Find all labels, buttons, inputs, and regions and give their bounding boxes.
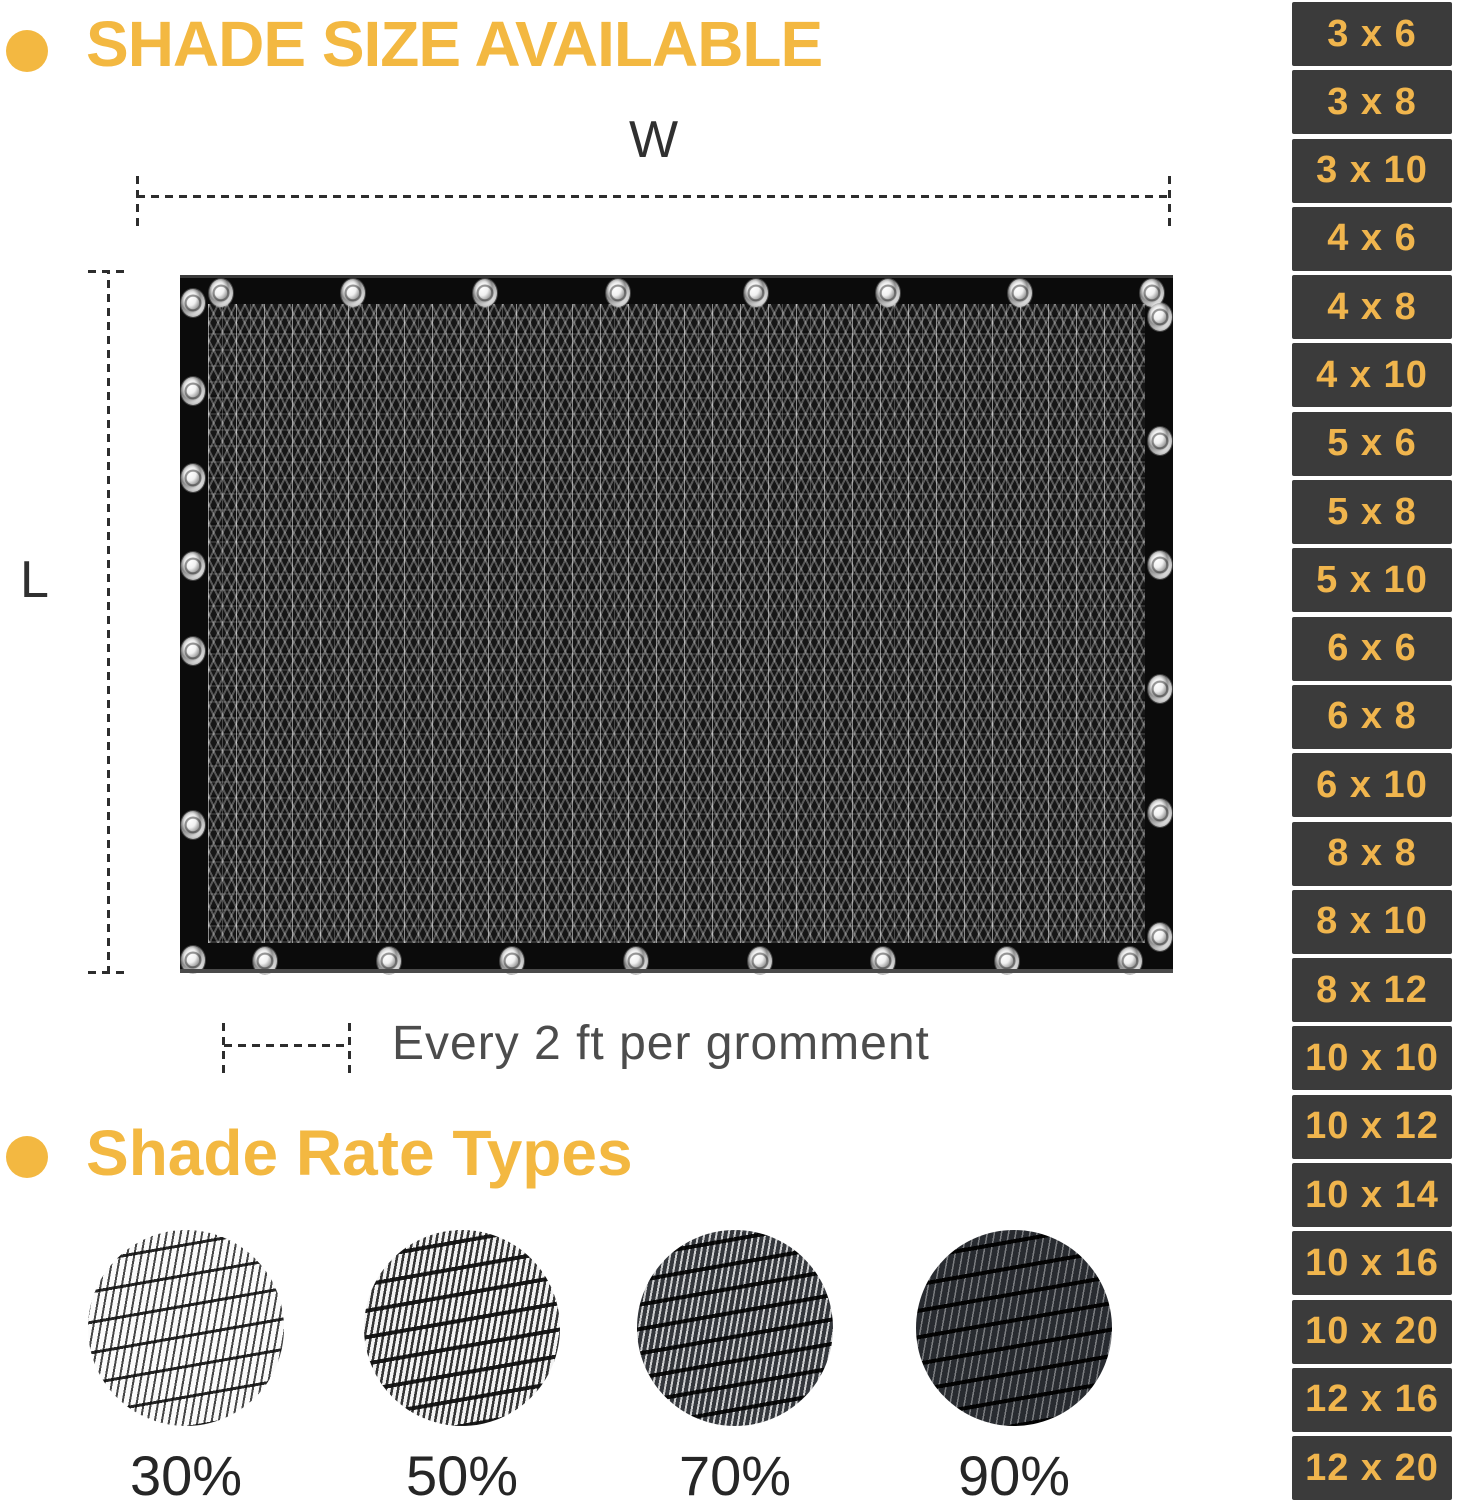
length-dimension-cap-bottom bbox=[88, 971, 130, 974]
grommet bbox=[1148, 303, 1172, 331]
size-chip bbox=[1292, 548, 1452, 612]
shade-rate-swatch-70 bbox=[637, 1230, 833, 1426]
grommet bbox=[748, 947, 772, 975]
size-chip bbox=[1292, 207, 1452, 271]
size-chip-label: 5 x 8 bbox=[1327, 490, 1417, 533]
grommet bbox=[871, 947, 895, 975]
size-chip bbox=[1292, 1368, 1452, 1432]
size-chip bbox=[1292, 753, 1452, 817]
shade-rate-percent: 90% bbox=[957, 1444, 1071, 1500]
grommet-spacing-line bbox=[224, 1044, 348, 1047]
width-dimension-line bbox=[137, 195, 1170, 198]
grommet bbox=[1148, 427, 1172, 455]
size-chip bbox=[1292, 2, 1452, 66]
size-chip bbox=[1292, 1436, 1452, 1500]
grommet bbox=[624, 947, 648, 975]
grommet bbox=[606, 279, 630, 307]
size-chip-label: 3 x 8 bbox=[1327, 80, 1417, 123]
grommet bbox=[341, 279, 365, 307]
shade-rate-percent: 70% bbox=[678, 1444, 792, 1500]
mesh-texture bbox=[208, 304, 1145, 943]
size-chip bbox=[1292, 617, 1452, 681]
length-dimension-line bbox=[107, 272, 110, 974]
size-chip-label: 5 x 6 bbox=[1327, 422, 1417, 465]
size-chip-label: 6 x 10 bbox=[1316, 763, 1428, 806]
grommet bbox=[253, 947, 277, 975]
size-list bbox=[1292, 2, 1452, 1500]
size-chip-label: 10 x 10 bbox=[1305, 1036, 1439, 1079]
grommet bbox=[1148, 551, 1172, 579]
grommet-spacing-tick-right bbox=[348, 1019, 351, 1073]
size-chip-label: 12 x 16 bbox=[1305, 1378, 1439, 1421]
size-chip-label: 5 x 10 bbox=[1316, 558, 1428, 601]
size-chip-label: 4 x 6 bbox=[1327, 217, 1417, 260]
grommet bbox=[1148, 799, 1172, 827]
size-chip bbox=[1292, 275, 1452, 339]
length-label: L bbox=[20, 551, 49, 609]
grommet bbox=[181, 811, 205, 839]
grommet bbox=[181, 637, 205, 665]
size-chip-label: 8 x 8 bbox=[1327, 832, 1417, 875]
size-chip bbox=[1292, 480, 1452, 544]
bullet-icon bbox=[6, 30, 48, 72]
size-chip-label: 6 x 8 bbox=[1327, 695, 1417, 738]
size-chip bbox=[1292, 1300, 1452, 1364]
grommet bbox=[377, 947, 401, 975]
size-chip bbox=[1292, 1231, 1452, 1295]
size-chip-label: 3 x 10 bbox=[1316, 149, 1428, 192]
size-chip-label: 3 x 6 bbox=[1327, 12, 1417, 55]
grommet bbox=[181, 289, 205, 317]
size-chip-label: 10 x 20 bbox=[1305, 1310, 1439, 1353]
size-chip bbox=[1292, 343, 1452, 407]
size-chip bbox=[1292, 1026, 1452, 1090]
size-chip bbox=[1292, 685, 1452, 749]
size-chip-label: 8 x 10 bbox=[1316, 900, 1428, 943]
grommet bbox=[181, 464, 205, 492]
length-dimension-cap-top bbox=[88, 270, 130, 273]
size-chip-label: 4 x 10 bbox=[1316, 353, 1428, 396]
width-label: W bbox=[628, 111, 679, 169]
grommet bbox=[1148, 675, 1172, 703]
grommet bbox=[744, 279, 768, 307]
size-chip bbox=[1292, 139, 1452, 203]
width-dimension-tick-left bbox=[136, 170, 139, 226]
size-chip-label: 10 x 12 bbox=[1305, 1105, 1439, 1148]
size-chip bbox=[1292, 70, 1452, 134]
size-chip-label: 10 x 16 bbox=[1305, 1241, 1439, 1284]
size-chip-label: 10 x 14 bbox=[1305, 1173, 1439, 1216]
size-chip-label: 4 x 8 bbox=[1327, 285, 1417, 328]
shade-rate-percent: 50% bbox=[405, 1444, 519, 1500]
size-chip bbox=[1292, 412, 1452, 476]
grommet bbox=[500, 947, 524, 975]
size-chip bbox=[1292, 1163, 1452, 1227]
grommet bbox=[1008, 279, 1032, 307]
grommet bbox=[1118, 947, 1142, 975]
grommet bbox=[473, 279, 497, 307]
grommet bbox=[209, 279, 233, 307]
size-chip bbox=[1292, 890, 1452, 954]
width-dimension-tick-right bbox=[1168, 170, 1171, 226]
grommet bbox=[181, 377, 205, 405]
shade-rate-percent: 30% bbox=[129, 1444, 243, 1500]
size-chip bbox=[1292, 1095, 1452, 1159]
size-chip-label: 12 x 20 bbox=[1305, 1446, 1439, 1489]
bullet-icon bbox=[6, 1136, 48, 1178]
grommet-note: Every 2 ft per gromment bbox=[392, 1017, 930, 1070]
shade-rate-title: Shade Rate Types bbox=[86, 1117, 633, 1189]
size-chip bbox=[1292, 822, 1452, 886]
shade-rate-swatch-30 bbox=[88, 1230, 284, 1426]
grommet bbox=[1148, 923, 1172, 951]
grommet bbox=[181, 552, 205, 580]
size-chip-label: 8 x 12 bbox=[1316, 968, 1428, 1011]
shade-net bbox=[180, 275, 1173, 969]
shade-rate-swatch-90 bbox=[916, 1230, 1112, 1426]
page-title: SHADE SIZE AVAILABLE bbox=[86, 8, 823, 80]
size-chip bbox=[1292, 958, 1452, 1022]
grommet bbox=[876, 279, 900, 307]
shade-rate-swatch-50 bbox=[364, 1230, 560, 1426]
grommet bbox=[995, 947, 1019, 975]
size-chip-label: 6 x 6 bbox=[1327, 627, 1417, 670]
grommet bbox=[181, 946, 205, 974]
